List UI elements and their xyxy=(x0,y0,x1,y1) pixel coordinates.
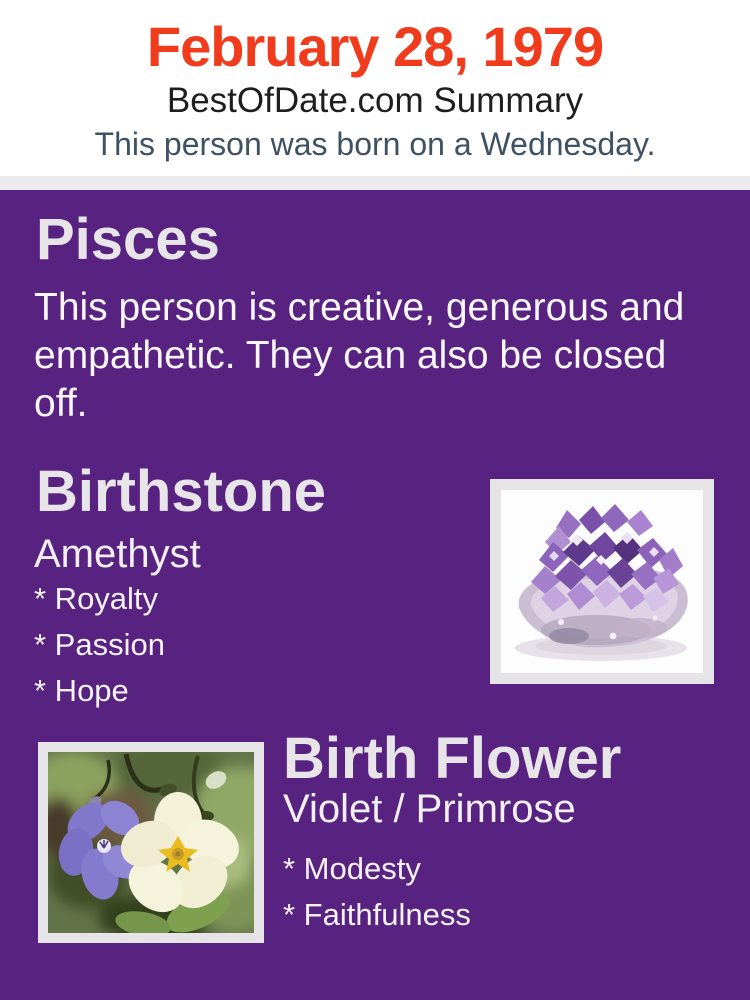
zodiac-description: This person is creative, generous and empathetic. They can also be closed off. xyxy=(34,286,685,425)
divider-bar xyxy=(0,176,750,190)
site-summary-line: BestOfDate.com Summary xyxy=(166,80,584,120)
birthflower-heading: Birth Flower xyxy=(283,726,622,791)
birthstone-heading: Birthstone xyxy=(36,459,326,524)
flower-image-frame xyxy=(38,742,264,943)
birthflower-trait-list xyxy=(283,853,471,945)
violet-primrose-photo-illustration xyxy=(48,752,254,933)
header xyxy=(0,0,750,176)
trait-item: * Passion xyxy=(34,627,165,662)
amethyst-photo xyxy=(501,490,703,673)
birthflower-name: Violet / Primrose xyxy=(283,787,576,831)
trait-item: * Modesty xyxy=(283,851,421,886)
birthstone-trait-list xyxy=(34,583,165,721)
trait-item: * Hope xyxy=(34,673,129,708)
trait-item: * Royalty xyxy=(34,581,159,616)
amethyst-photo-illustration xyxy=(501,490,703,673)
birthstone-name: Amethyst xyxy=(34,532,201,576)
amethyst-image-frame xyxy=(490,479,714,684)
zodiac-heading: Pisces xyxy=(36,207,220,272)
violet-primrose-photo xyxy=(48,752,254,933)
trait-item: * Faithfulness xyxy=(283,897,471,932)
date-title: February 28, 1979 xyxy=(146,15,604,78)
born-day-line: This person was born on a Wednesday. xyxy=(94,126,656,163)
